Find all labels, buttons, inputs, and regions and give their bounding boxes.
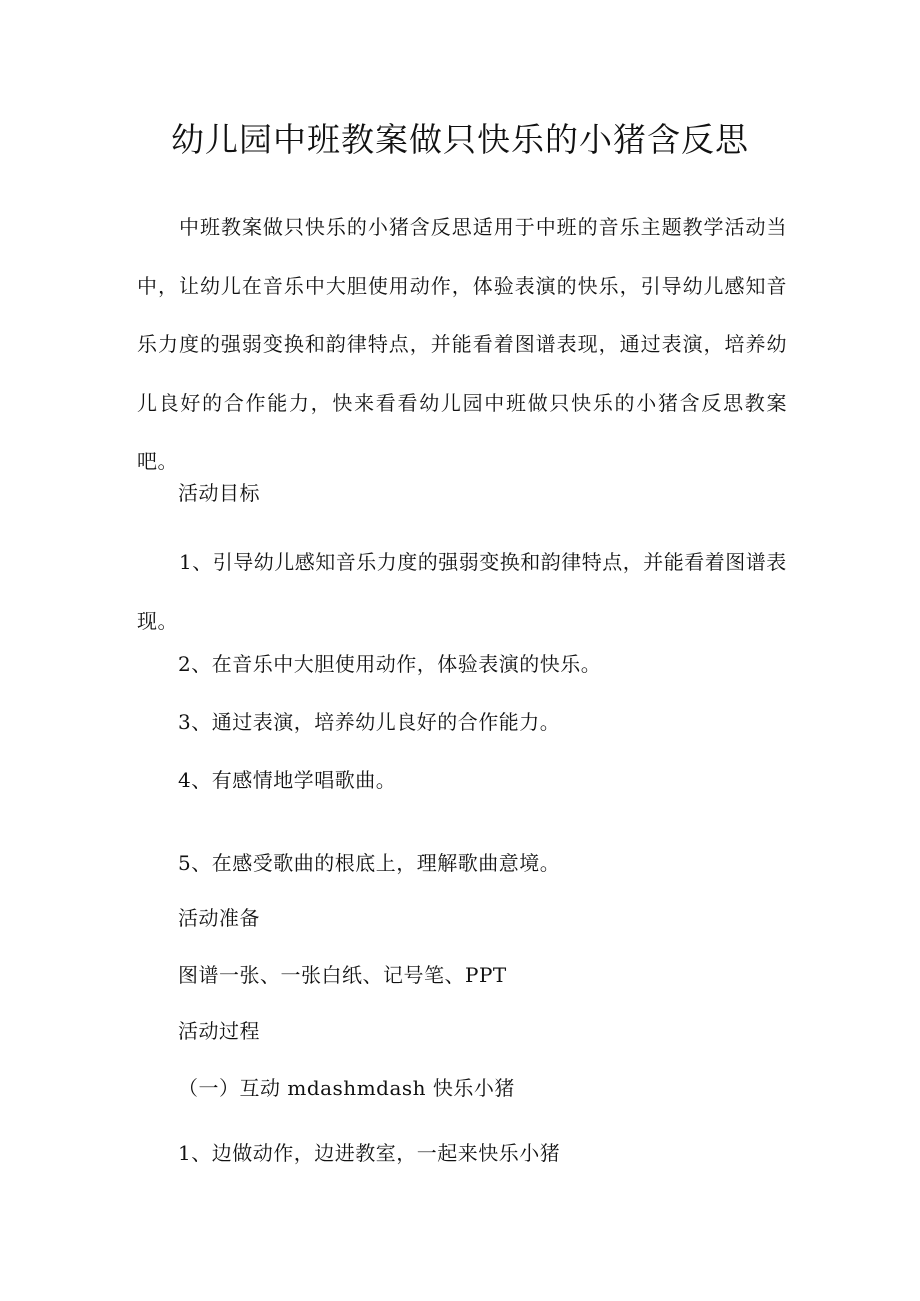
goal-item-1: 1、引导幼儿感知音乐力度的强弱变换和韵律特点，并能看着图谱表现。 — [137, 550, 787, 633]
goal-item-3: 3、通过表演，培养幼儿良好的合作能力。 — [178, 710, 561, 734]
goal-item-5: 5、在感受歌曲的根底上，理解歌曲意境。 — [178, 851, 561, 875]
prep-heading: 活动准备 — [178, 906, 260, 930]
process-step-1: 1、边做动作，边进教室，一起来快乐小猪 — [178, 1141, 561, 1165]
process-heading: 活动过程 — [178, 1019, 260, 1043]
document-title: 幼儿园中班教案做只快乐的小猪含反思 — [171, 120, 749, 159]
goal-item-2: 2、在音乐中大胆使用动作，体验表演的快乐。 — [178, 652, 602, 676]
goal-item-4: 4、有感情地学唱歌曲。 — [178, 768, 397, 792]
process-section-1: （一）互动 mdashmdash 快乐小猪 — [178, 1076, 515, 1100]
prep-text: 图谱一张、一张白纸、记号笔、PPT — [178, 963, 507, 987]
goals-heading: 活动目标 — [178, 481, 260, 505]
intro-paragraph: 中班教案做只快乐的小猪含反思适用于中班的音乐主题教学活动当中，让幼儿在音乐中大胆使用动作，体验表演的快乐，引导幼儿感知音乐力度的强弱变换和韵律特点，并能看着图谱表现，通过表演，培养幼儿良好的合作能力，快来看看幼儿园中班做只快乐的小猪含反思教案吧。 — [137, 215, 787, 473]
